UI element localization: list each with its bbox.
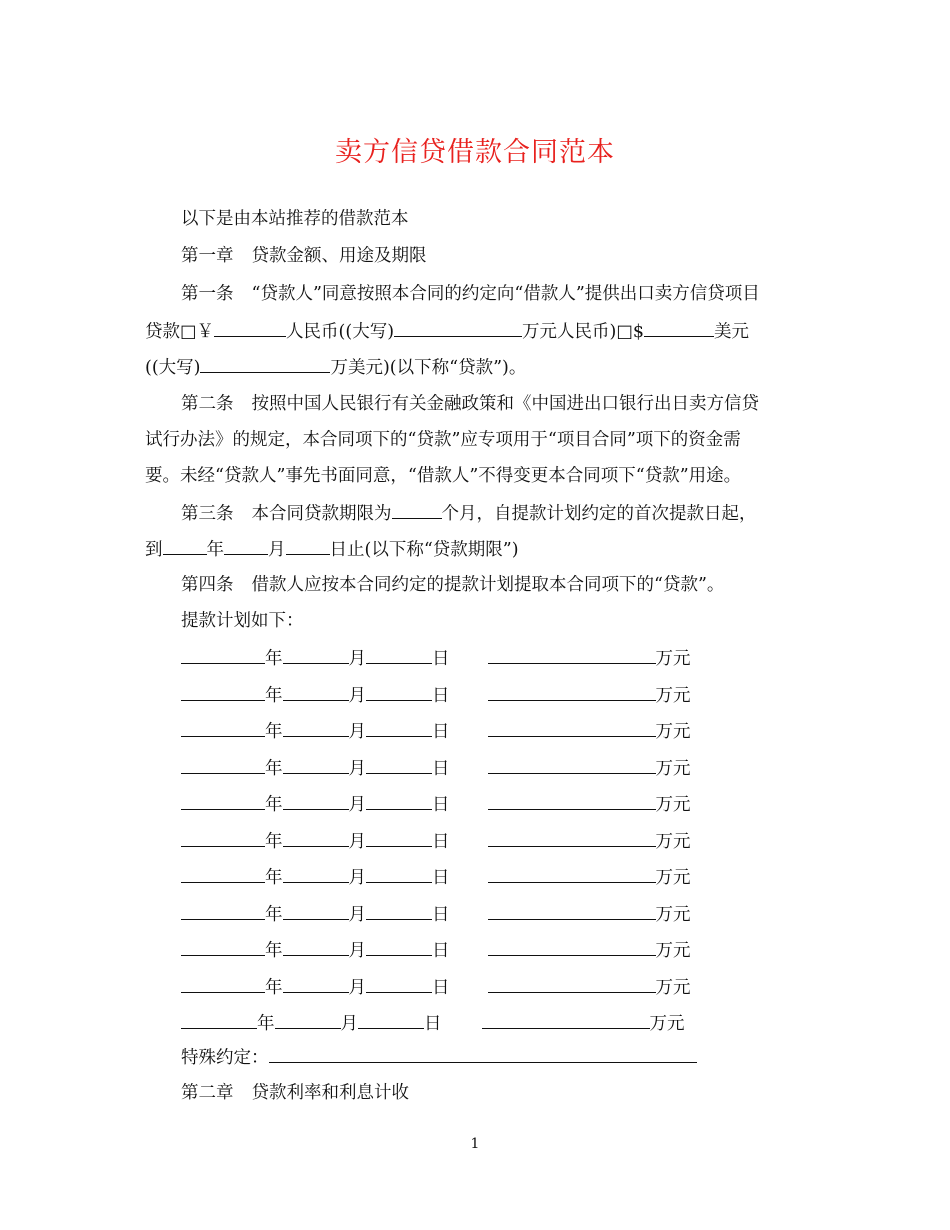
blank-field[interactable]: [392, 501, 442, 519]
article-3-line-1: [181, 501, 757, 526]
page-number: 1: [470, 1136, 480, 1152]
month-field[interactable]: [275, 1011, 341, 1029]
year-field[interactable]: [181, 792, 265, 810]
article-4-line-1: [181, 573, 724, 597]
day-field[interactable]: [366, 683, 432, 701]
day-field[interactable]: [366, 865, 432, 883]
day-label: 日: [432, 977, 450, 998]
text-segment: ((大写): [145, 358, 201, 378]
year-field[interactable]: [181, 865, 265, 883]
day-field[interactable]: [366, 646, 432, 664]
year-field[interactable]: [181, 683, 265, 701]
day-field[interactable]: [366, 719, 432, 737]
day-label: 日: [432, 795, 450, 815]
amount-field[interactable]: [488, 902, 656, 920]
month-label: 月: [348, 941, 366, 961]
chapter-2-text: 贷款利率和利息计收: [251, 1083, 409, 1103]
month-field[interactable]: [283, 938, 349, 956]
blank-field[interactable]: [214, 319, 286, 337]
month-label: 月: [348, 649, 366, 669]
month-label: 月: [348, 758, 366, 779]
plan-row: [181, 865, 691, 890]
blank-field[interactable]: [286, 537, 330, 555]
day-label: 日: [432, 758, 450, 779]
year-label: 年: [265, 685, 283, 706]
year-field[interactable]: [181, 902, 265, 920]
day-label: 日: [424, 1014, 442, 1034]
amount-field[interactable]: [488, 938, 656, 956]
article-1-label: 第一条: [181, 284, 234, 304]
amount-unit: 万元: [655, 977, 691, 998]
day-label: 日: [432, 649, 450, 669]
amount-unit: 万元: [655, 649, 691, 669]
amount-unit: 万元: [649, 1014, 685, 1034]
amount-unit: 万元: [655, 795, 691, 815]
month-field[interactable]: [283, 683, 349, 701]
amount-unit: 万元: [655, 722, 691, 742]
year-field[interactable]: [181, 975, 265, 993]
year-field[interactable]: [181, 756, 265, 774]
article-4-label: 第四条: [181, 575, 234, 595]
year-label: 年: [265, 904, 283, 925]
text-segment: 日止(以下称“贷款期限”): [329, 540, 519, 560]
amount-unit: 万元: [655, 941, 691, 961]
article-1-line-3: [145, 355, 526, 380]
plan-row: [181, 938, 691, 963]
month-label: 月: [348, 977, 366, 998]
article-2-line-2: 试行办法》的规定，本合同项下的“贷款”应专项用于“项目合同”项下的资金需: [145, 430, 741, 450]
month-field[interactable]: [283, 719, 349, 737]
year-label: 年: [265, 722, 283, 742]
amount-field[interactable]: [488, 719, 656, 737]
month-label: 月: [340, 1014, 358, 1034]
day-label: 日: [432, 941, 450, 961]
plan-row: [181, 756, 691, 781]
year-label: 年: [265, 977, 283, 998]
article-1-line-2: [145, 319, 749, 344]
day-field[interactable]: [366, 938, 432, 956]
amount-field[interactable]: [488, 792, 656, 810]
plan-row: [181, 646, 691, 671]
month-field[interactable]: [283, 902, 349, 920]
amount-unit: 万元: [655, 831, 691, 852]
month-label: 月: [348, 868, 366, 888]
month-field[interactable]: [283, 975, 349, 993]
year-field[interactable]: [181, 938, 265, 956]
blank-field[interactable]: [200, 355, 330, 373]
article-3-label: 第三条: [181, 504, 234, 524]
article-2-text: 按照中国人民银行有关金融政策和《中国进出口银行出日卖方信贷: [251, 394, 759, 414]
year-label: 年: [265, 868, 283, 888]
blank-field[interactable]: [224, 537, 268, 555]
amount-field[interactable]: [488, 975, 656, 993]
chapter-2-heading: [181, 1081, 409, 1105]
special-terms-field[interactable]: [269, 1045, 697, 1063]
year-label: 年: [265, 941, 283, 961]
text-segment: 到: [145, 540, 163, 560]
year-label: 年: [265, 758, 283, 779]
day-field[interactable]: [366, 792, 432, 810]
amount-field[interactable]: [488, 865, 656, 883]
plan-row: [181, 1011, 685, 1036]
text-segment: 贷款□￥: [145, 322, 215, 342]
text-segment: 个月，自提款计划约定的首次提款日起，: [441, 504, 757, 524]
month-field[interactable]: [283, 792, 349, 810]
plan-row: [181, 902, 691, 927]
month-field[interactable]: [283, 646, 349, 664]
chapter-1-text: 贷款金额、用途及期限: [251, 246, 427, 266]
amount-field[interactable]: [488, 829, 656, 847]
blank-field[interactable]: [644, 319, 714, 337]
article-2-label: 第二条: [181, 394, 234, 414]
plan-row: [181, 792, 691, 817]
text-segment: 美元: [714, 322, 750, 342]
article-1-line-1: [181, 282, 760, 306]
special-terms-label: 特殊约定：: [181, 1048, 269, 1068]
year-field[interactable]: [181, 719, 265, 737]
day-label: 日: [432, 685, 450, 706]
plan-row: [181, 975, 691, 1000]
month-field[interactable]: [283, 756, 349, 774]
month-label: 月: [348, 722, 366, 742]
amount-unit: 万元: [655, 685, 691, 706]
chapter-1-heading: [181, 244, 427, 268]
amount-field[interactable]: [488, 756, 656, 774]
text-segment: 本合同贷款期限为: [251, 504, 392, 524]
month-label: 月: [348, 685, 366, 706]
amount-field[interactable]: [488, 646, 656, 664]
amount-field[interactable]: [488, 683, 656, 701]
year-label: 年: [265, 831, 283, 852]
day-label: 日: [432, 722, 450, 742]
month-field[interactable]: [283, 829, 349, 847]
amount-field[interactable]: [482, 1011, 650, 1029]
amount-unit: 万元: [655, 758, 691, 779]
day-field[interactable]: [366, 756, 432, 774]
year-field[interactable]: [181, 829, 265, 847]
plan-row: [181, 719, 691, 744]
chapter-2-label: 第二章: [181, 1083, 234, 1103]
year-label: 年: [265, 649, 283, 669]
month-label: 月: [348, 831, 366, 852]
document-title: 卖方信贷借款合同范本: [335, 137, 615, 168]
article-3-line-2: [145, 537, 519, 562]
article-2-line-3: 要。未经“贷款人”事先书面同意，“借款人”不得变更本合同项下“贷款”用途。: [145, 466, 742, 486]
month-label: 月: [348, 795, 366, 815]
day-field[interactable]: [358, 1011, 424, 1029]
plan-row: [181, 683, 691, 708]
text-segment: 万美元)(以下称“贷款”)。: [330, 358, 527, 378]
text-segment: 月: [268, 540, 286, 560]
text-segment: 年: [206, 540, 224, 560]
month-label: 月: [348, 904, 366, 925]
special-terms: [181, 1045, 697, 1070]
plan-intro: 提款计划如下：: [181, 611, 304, 631]
chapter-1-label: 第一章: [181, 246, 234, 266]
text-segment: 万元人民币)□$: [522, 322, 645, 342]
day-label: 日: [432, 831, 450, 852]
amount-unit: 万元: [655, 868, 691, 888]
day-field[interactable]: [366, 975, 432, 993]
day-field[interactable]: [366, 829, 432, 847]
intro-text: 以下是由本站推荐的借款范本: [181, 209, 409, 229]
year-field[interactable]: [181, 646, 265, 664]
article-2-line-1: [181, 392, 759, 416]
day-label: 日: [432, 904, 450, 925]
year-label: 年: [257, 1014, 275, 1034]
year-field[interactable]: [181, 1011, 257, 1029]
blank-field[interactable]: [394, 319, 522, 337]
amount-unit: 万元: [655, 904, 691, 925]
article-4-text: 借款人应按本合同约定的提款计划提取本合同项下的“贷款”。: [251, 575, 725, 595]
month-field[interactable]: [283, 865, 349, 883]
day-label: 日: [432, 868, 450, 888]
text-segment: 人民币((大写): [286, 322, 395, 342]
blank-field[interactable]: [163, 537, 207, 555]
year-label: 年: [265, 795, 283, 815]
day-field[interactable]: [366, 902, 432, 920]
plan-row: [181, 829, 691, 854]
article-1-text: “贷款人”同意按照本合同的约定向“借款人”提供出口卖方信贷项目: [251, 284, 760, 304]
